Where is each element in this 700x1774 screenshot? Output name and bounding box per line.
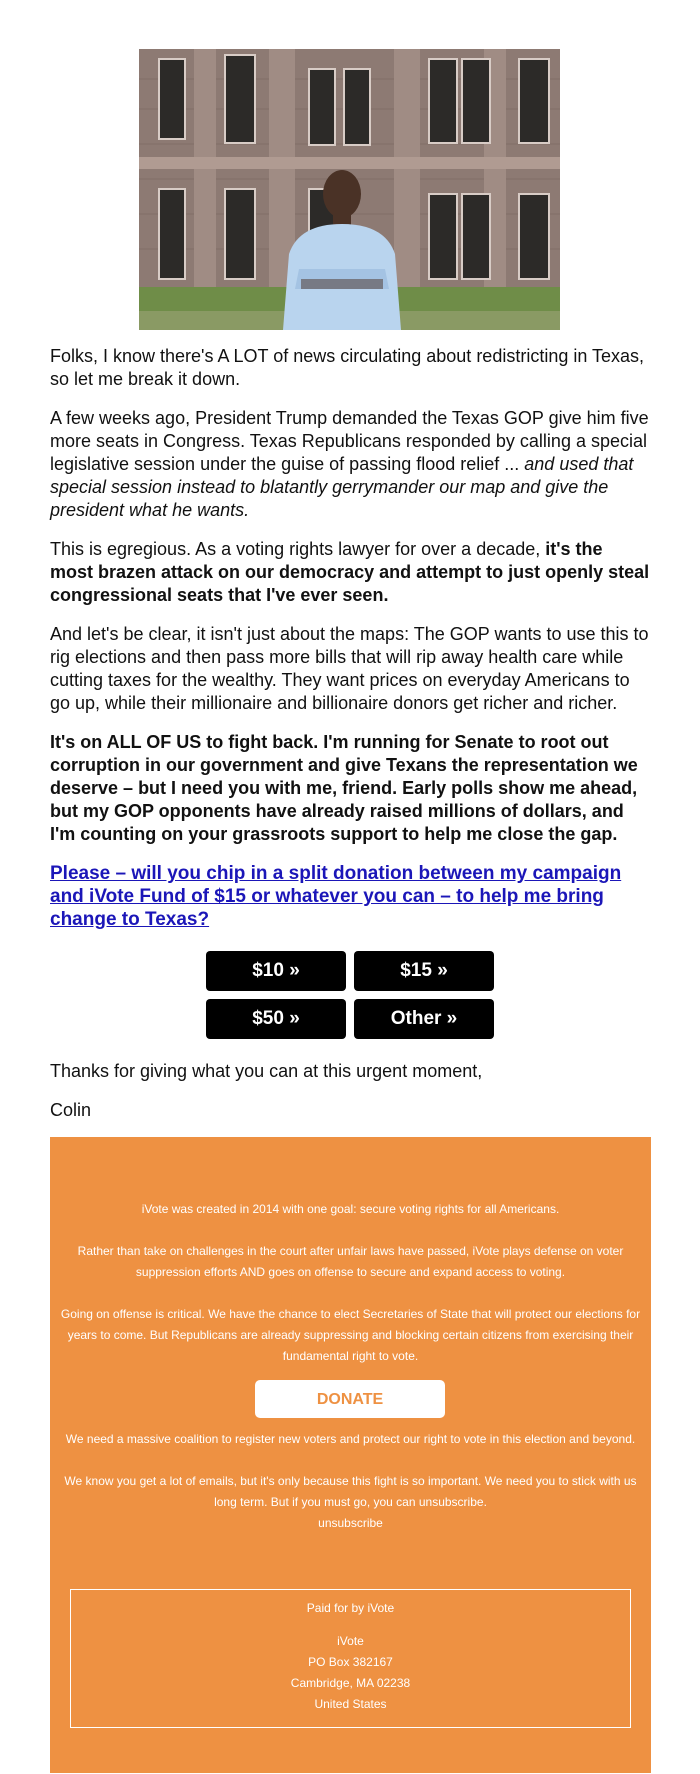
paragraph-intro: Folks, I know there's A LOT of news circulating about redistricting in Texas, so let me break it down. bbox=[50, 346, 645, 389]
donate-other-button[interactable]: Other » bbox=[354, 999, 494, 1039]
footer-offense: Going on offense is critical. We have the chance to elect Secretaries of State that will protect our elections for years to come. But Republicans are already suppressing and blocking certain citizens from exercising their fundamental right to vote. bbox=[60, 1307, 641, 1363]
emphasis-text: and used that special session instead to blatantly gerrymander our map and give the president what he wants. bbox=[50, 454, 634, 520]
closing-thanks: Thanks for giving what you can at this urgent moment, bbox=[50, 1061, 483, 1081]
footer-mission: iVote was created in 2014 with one goal: secure voting rights for all Americans. bbox=[141, 1202, 560, 1216]
email-body bbox=[50, 345, 650, 952]
paid-for-box bbox=[70, 1589, 631, 1728]
unsubscribe-link[interactable]: unsubscribe bbox=[318, 1516, 383, 1530]
paragraph-text: A few weeks ago, President Trump demanded the Texas GOP give him five more seats in Congress. Texas Republicans responded by calling a special legislative session under the guise of passing flood relief ... bbox=[50, 408, 649, 474]
unsubscribe-wrap bbox=[60, 1513, 641, 1534]
bold-text: It's on ALL OF US to fight back. I'm running for Senate to root out corruption in our government and give Texans the representation we deserve – but I need you with me, friend. Early polls show me ahead, but my GOP opponents have already raised millions of dollars, and I'm counting on your grassroots support to help me close the gap. bbox=[50, 732, 638, 844]
footer-defense: Rather than take on challenges in the court after unfair laws have passed, iVote plays defense on voter suppression efforts AND goes on offense to secure and expand access to voting. bbox=[77, 1244, 624, 1279]
footer-coalition: We need a massive coalition to register new voters and protect our right to vote in this election and beyond. bbox=[65, 1432, 636, 1446]
donation-link[interactable]: Please – will you chip in a split donation between my campaign and iVote Fund of $15 or whatever you can – to help me bring change to Texas? bbox=[50, 863, 622, 930]
bold-text: it's the most brazen attack on our democracy and attempt to just openly steal congressional seats that I've ever seen. bbox=[50, 539, 650, 605]
donate-50-button[interactable]: $50 » bbox=[206, 999, 346, 1039]
paragraph-trump-demand bbox=[50, 407, 650, 522]
paid-for-text: Paid for by iVote bbox=[306, 1601, 395, 1615]
capitol-illustration bbox=[139, 49, 560, 330]
org-name: iVote bbox=[337, 1634, 364, 1648]
footer bbox=[50, 1137, 651, 1773]
paragraph-call-to-action bbox=[50, 731, 650, 846]
address-country: United States bbox=[314, 1697, 387, 1711]
paragraph-text: This is egregious. As a voting rights lawyer for over a decade, bbox=[50, 539, 546, 559]
donate-15-button[interactable]: $15 » bbox=[354, 951, 494, 991]
signature: Colin bbox=[50, 1100, 92, 1120]
donate-10-button[interactable]: $10 » bbox=[206, 951, 346, 991]
footer-emails: We know you get a lot of emails, but it's only because this fight is so important. We need you to stick with us long term. But if you must go, you can unsubscribe. bbox=[64, 1474, 637, 1509]
hero-photo bbox=[139, 49, 560, 330]
paragraph-egregious bbox=[50, 538, 650, 607]
donate-button[interactable]: DONATE bbox=[255, 1380, 445, 1418]
address-line-2: Cambridge, MA 02238 bbox=[290, 1676, 411, 1690]
paragraph-maps: And let's be clear, it isn't just about the maps: The GOP wants to use this to rig elections and then pass more bills that will rip away health care while cutting taxes for the wealthy. They want prices on everyday Americans to go up, while their millionaire and billionaire donors get richer and richer. bbox=[50, 624, 649, 713]
address-line-1: PO Box 382167 bbox=[308, 1655, 393, 1669]
